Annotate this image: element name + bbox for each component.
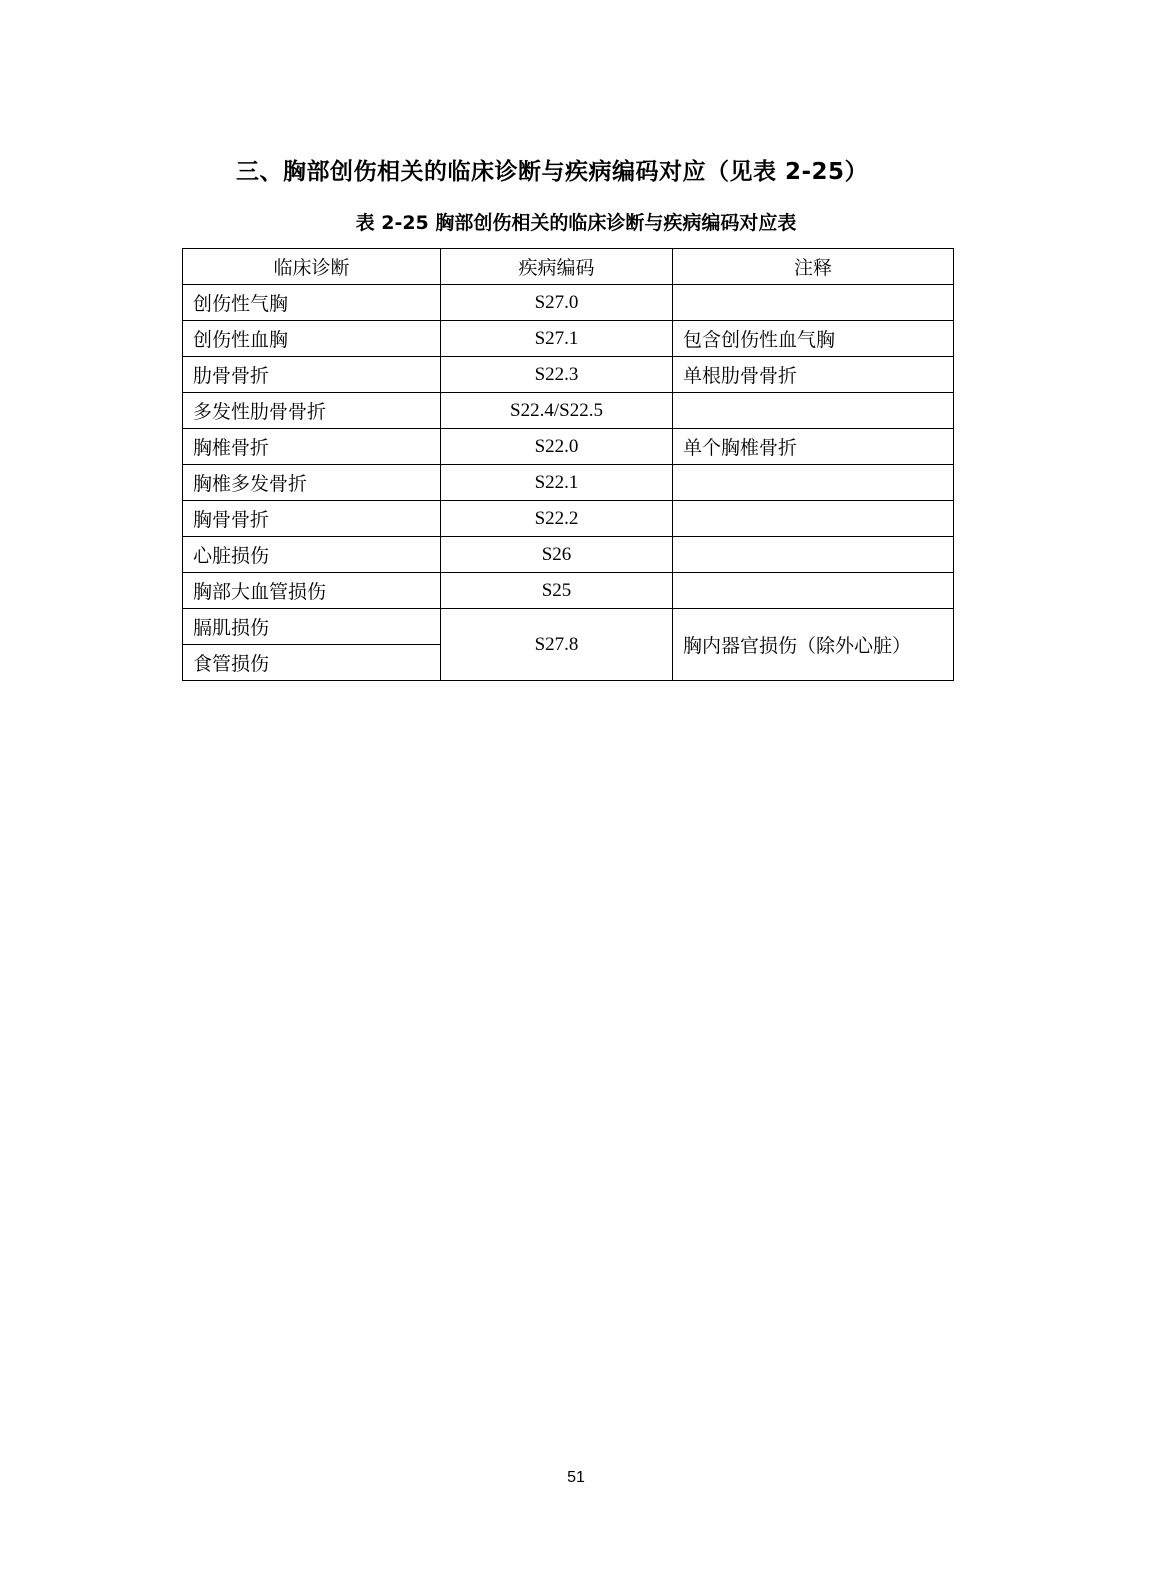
page-number: 51 [567,1469,585,1486]
diagnosis-cell: 膈肌损伤 [183,609,441,645]
diagnosis-cell: 肋骨骨折 [183,357,441,393]
code-cell: S22.3 [441,357,673,393]
note-cell [673,537,954,573]
note-cell [673,393,954,429]
table-row [183,429,954,465]
diagnosis-cell: 胸椎多发骨折 [183,465,441,501]
table-row [183,501,954,537]
table-row [183,357,954,393]
note-cell: 单根肋骨骨折 [673,357,954,393]
table-row [183,465,954,501]
note-cell [673,465,954,501]
diagnosis-cell: 心脏损伤 [183,537,441,573]
section-heading: 三、胸部创伤相关的临床诊断与疾病编码对应（见表 2-25） [236,159,869,185]
code-cell: S27.8 [441,609,673,681]
diagnosis-cell: 创伤性气胸 [183,285,441,321]
note-cell: 单个胸椎骨折 [673,429,954,465]
note-cell: 包含创伤性血气胸 [673,321,954,357]
code-cell: S22.1 [441,465,673,501]
note-cell [673,501,954,537]
note-cell: 胸内器官损伤（除外心脏） [673,609,954,681]
diagnosis-cell: 食管损伤 [183,645,441,681]
code-cell: S27.1 [441,321,673,357]
diagnosis-cell: 胸部大血管损伤 [183,573,441,609]
diagnosis-cell: 多发性肋骨骨折 [183,393,441,429]
header-diagnosis: 临床诊断 [183,249,441,285]
table-row [183,609,954,645]
code-cell: S22.2 [441,501,673,537]
code-cell: S25 [441,573,673,609]
header-code: 疾病编码 [441,249,673,285]
header-note: 注释 [673,249,954,285]
diagnosis-cell: 胸骨骨折 [183,501,441,537]
table-header-row [183,249,954,285]
table-row [183,537,954,573]
note-cell [673,285,954,321]
note-cell [673,573,954,609]
table-row [183,393,954,429]
table-row [183,321,954,357]
code-cell: S27.0 [441,285,673,321]
table-row [183,285,954,321]
table-caption: 表 2-25 胸部创伤相关的临床诊断与疾病编码对应表 [355,212,797,234]
diagnosis-cell: 胸椎骨折 [183,429,441,465]
diagnosis-code-table [182,248,954,681]
code-cell: S22.4/S22.5 [441,393,673,429]
code-cell: S22.0 [441,429,673,465]
table-row [183,573,954,609]
code-cell: S26 [441,537,673,573]
diagnosis-cell: 创伤性血胸 [183,321,441,357]
